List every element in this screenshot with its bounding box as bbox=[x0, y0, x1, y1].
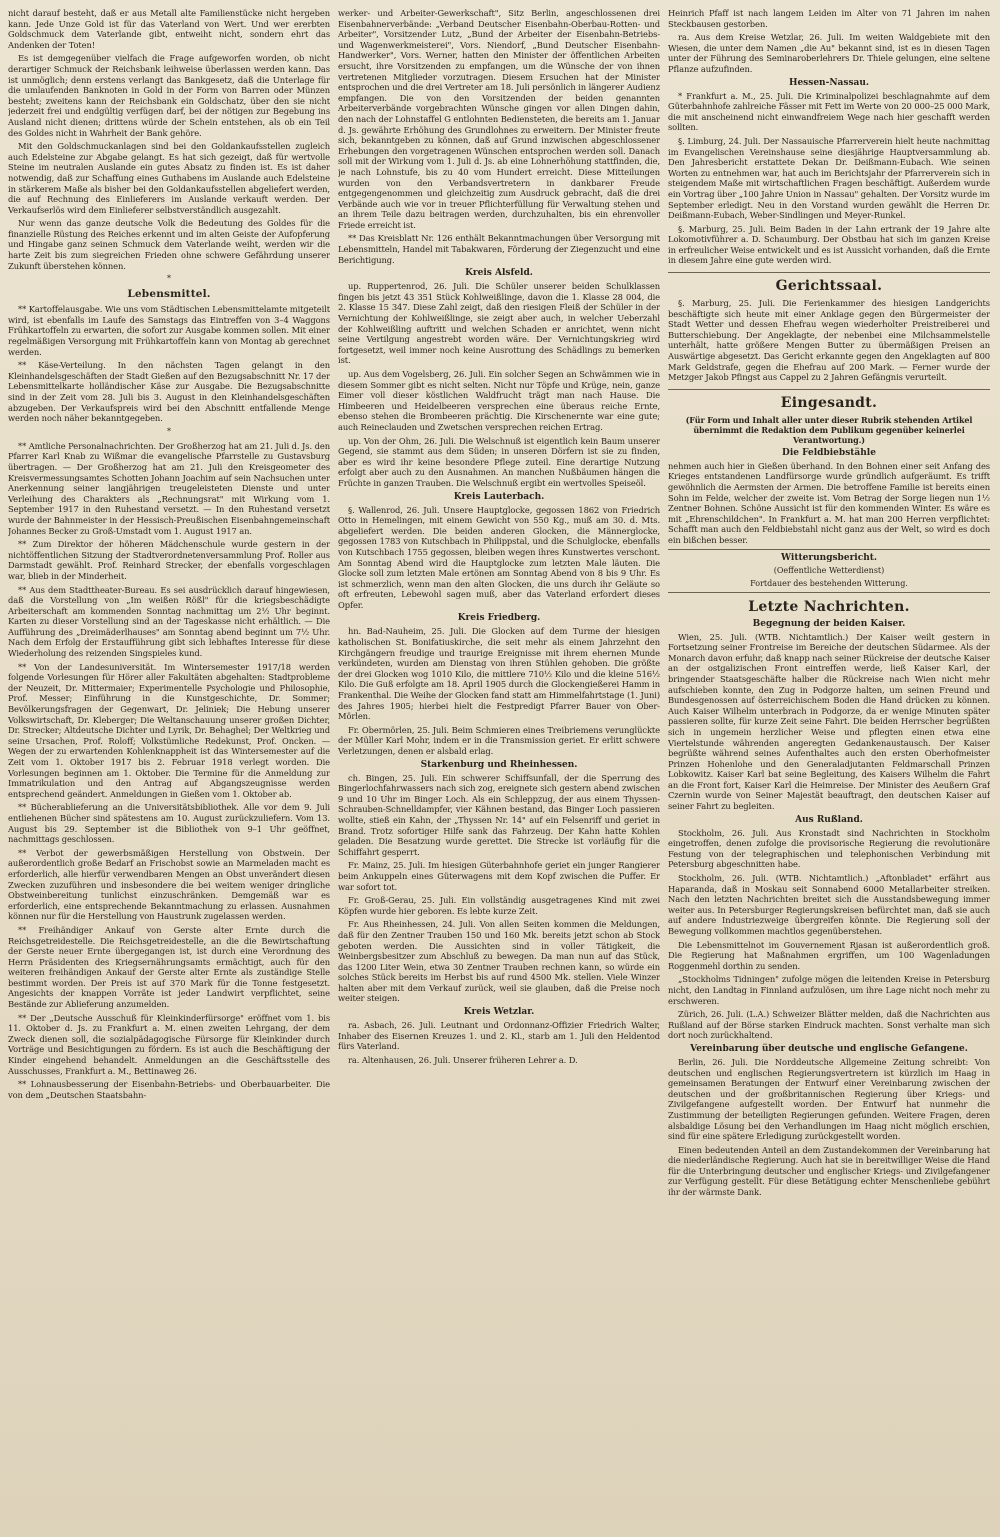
article-paragraph: Fr. Groß-Gerau, 25. Juli. Ein vollständig ausgetragenes Kind mit zwei Köpfen wurde hier geboren. Es lebte kurze Zeit. bbox=[338, 895, 660, 916]
article-paragraph: Zürich, 26. Juli. (L.A.) Schweizer Blätter melden, daß die Nachrichten aus Rußland auf der Börse starken Eindruck machten. Sonst verhalte man sich dort noch zurückhaltend. bbox=[668, 1009, 990, 1041]
article-paragraph: Mit den Goldschmuckanlagen sind bei den Goldankaufsstellen zugleich auch Edelsteine zur Abgabe gelangt. Es hat sich gezeigt, daß für wertvolle Steine im neutralen Auslande ein gutes Absatz zu finden ist. Es ist daher notwendig, daß zur Schaffung eines Guthabens im Auslande auch Edelsteine in stärkerem Maße als bisher bei den Goldankaufsstellen abgeliefert werden, die auf Rechnung des Einlieferers im Auslande verkauft werden. Der Verkaufserlös wird dem Einlieferer selbstverständlich ausgezahlt. bbox=[8, 141, 330, 215]
article-paragraph: Es ist demgegenüber vielfach die Frage aufgeworfen worden, ob nicht derartiger Schmuck der Reichsbank leihweise überlassen werden kann. Das ist unmöglich; denn erstens verlangt das Bankgesetz, daß die Unterlage für die umlaufenden Banknoten in Gold in der Form von Barren oder Münzen besteht; zweitens kann der Reichsbank ein Goldschatz, über den sie nicht jederzeit frei und endgültig verfügen darf, bei der nötigen zur Begebung ins Ausland nicht dienen; drittens würde der Schein entstehen, als ob ein Teil des Goldes nicht in Wahrheit der Bank gehöre. bbox=[8, 53, 330, 138]
column-right bbox=[668, 8, 990, 1537]
section-heading-kreis-alsfeld: Kreis Alsfeld. bbox=[465, 268, 533, 279]
section-heading-hessen-nassau: Hessen-Nassau. bbox=[788, 77, 870, 88]
article-paragraph: ** Amtliche Personalnachrichten. Der Großherzog hat am 21. Juli d. Js. den Pfarrer Karl Knab zu Wißmar die evangelische Pfarrstelle zu Gustavsburg übertragen. — Der Großherzog hat am 21. Juli den Kreisgeometer des Kreisvermessungsamtes Schotten Johann Joachim auf sein Nachsuchen unter Anerkennung seiner langjährigen treugeleisteten Dienste und unter Verleihung des Charakters als „Rechnungsrat" mit Wirkung vom 1. September 1917 in den Ruhestand versetzt. — In den Ruhestand versetzt wurde der Bahnmeister in der Hessisch-Preußischen Eisenbahngemeinschaft Johannes Becker zu Groß-Umstadt vom 1. August 1917 an. bbox=[8, 440, 330, 536]
article-paragraph: Fr. Aus Rheinhessen, 24. Juli. Von allen Seiten kommen die Meldungen, daß für den Zentner Trauben 150 und 160 Mk. bereits jetzt schon ab Stock geboten werden. Die Aussichten sind in voller Tätigkeit, die Weinbergsbesitzer zum Abschluß zu bewegen. Da man nun auf das Stück, das 1200 Liter Wein, etwa 30 Zentner Trauben rechnen kann, so würde ein solches Stück bereits im Herbst bis auf rund 4500 Mk. stellen. Viele Winzer halten aber mit dem Verkauf zurück, weil sie glauben, daß die Preise noch weiter steigen. bbox=[338, 919, 660, 1004]
article-paragraph: ra. Altenhausen, 26. Juli. Unserer früheren Lehrer a. D. bbox=[348, 1054, 578, 1065]
article-paragraph: ** Käse-Verteilung. In den nächsten Tagen gelangt in den Kleinhandelsgeschäften der Stadt Gießen auf den Bezugsabschnitt Nr. 17 der Lebensmittelkarte holländischer Käse zur Ausgabe. Die Bezugsabschnitte sind in der Zeit vom 28. Juli bis 3. August in den Kleinhandelsgeschäften abzugeben. Der Verkaufspreis wird bei den Abschnitt entfallende Menge werden noch näher bekanntgegeben. bbox=[8, 360, 330, 424]
section-heading-kreis-wetzlar: Kreis Wetzlar. bbox=[463, 1007, 535, 1018]
section-heading-letzte-nachrichten: Letzte Nachrichten. bbox=[748, 598, 910, 615]
article-paragraph: ** Bücherablieferung an die Universitätsbibliothek. Alle vor dem 9. Juli entliehenen Bücher sind spätestens am 10. August zurückzuliefern. Vom 13. August bis 29. September ist die Bibliothek von 9–1 Uhr geöffnet, nachmittags geschlossen. bbox=[8, 802, 330, 845]
eingesandt-disclaimer: (Für Form und Inhalt aller unter dieser Rubrik stehenden Artikel übernimmt die Redaktion dem Publikum gegenüber keinerlei Verantwortung.) bbox=[685, 414, 973, 445]
article-paragraph: nehmen auch hier in Gießen überhand. In den Bohnen einer seit Anfang des Krieges entstandenen Landfürsorge wurde gründlich aufgeräumt. Es trifft gewöhnlich die Aermsten der Armen. Die betroffene Familie ist bereits einen Sohn im Felde, welcher der zweite ist. Vom Betrag der Sorge liegen nun 1½ Zentner Bohnen. Schöne Aussicht ist für den kommenden Winter. Es wäre es mit „Ehrenschildchen". In Frankfurt a. M. hat man 200 Herren verpflichtet: Schafft man auch den Feldbiebstahl nicht ganz aus der Welt, so wird es doch ein bißchen besser. bbox=[668, 460, 990, 545]
divider bbox=[668, 549, 990, 550]
weather-source: (Oeffentliche Wetterdienst) bbox=[773, 565, 885, 575]
weather-forecast: Fortdauer des bestehenden Witterung. bbox=[750, 578, 908, 588]
article-paragraph: ** Verbot der gewerbsmäßigen Herstellung von Obstwein. Der außerordentlich große Bedarf an Frischobst sowie an Marmeladen macht es erforderlich, alle hierfür verwendbaren Mengen an Obst unverändert diesen Zwecken zuzuführen und insbesondere die bei weitem weniger dringliche Obstweinbereitung tunlichst einzuschränken. Demgemäß war es erforderlich, eine entsprechende Bekanntmachung zu erlassen. Ausnahmen können nur für die Herstellung von Haustrunk zugelassen werden. bbox=[8, 847, 330, 922]
article-paragraph: Stockholm, 26. Juli. (WTB. Nichtamtlich.) „Aftonbladet" erfährt aus Haparanda, daß in Moskau seit Sonnabend 6000 Metallarbeiter streiken. Nach den letzten Nachrichten breitet sich die Ausstandsbewegung immer weiter aus. In Petersburger Regierungskreisen befürchtet man, daß sie auch auf andere Industriezweige übergreifen könnte. Die Regierung soll der Bewegung vollkommen machtlos gegenüberstehen. bbox=[668, 873, 990, 936]
article-paragraph: ** Zum Direktor der höheren Mädchenschule wurde gestern in der nichtöffentlichen Sitzung der Stadtverordnetenversammlung Prof. Roller aus Darmstadt gewählt. Prof. Reinhard Strecker, der ebenfalls vorgeschlagen war, blieb in der Minderheit. bbox=[8, 539, 330, 581]
article-paragraph: ** Von der Landesuniversität. Im Wintersemester 1917/18 werden folgende Vorlesungen für Hörer aller Fakultäten abgehalten: Stadtprobleme der Neuzeit, Dr. Mittermaier; Experimentelle Psychologie und Philosophie, Prof. Messer; Einführung in die Kunstgeschichte, Dr. Sommer; Bevölkerungsfragen der Gegenwart, Dr. Jeliniek; Die Hebung unserer Volkswirtschaft, Dr. Kleberger; Die Weltanschauung unserer großen Dichter, Dr. Strecker; Altdeutsche Dichter und Lyrik, Dr. Behaghel; Der Weltkrieg und seine Ursachen, Prof. Roloff; Volkstümliche Redekunst, Prof. Oncken. — Wegen der zu erwartenden Kohlenknappheit ist das Wintersemester auf die Zeit vom 1. Oktober 1917 bis 2. Februar 1918 verlegt worden. Die Vorlesungen beginnen am 1. Oktober. Die Termine für die Anmeldung zur Immatrikulation und den Antrag auf Abgangszeugnisse werden entsprechend geändert. Anmeldungen in Gießen vom 1. Oktober ab. bbox=[8, 661, 330, 799]
article-paragraph: ra. Asbach, 26. Juli. Leutnant und Ordonnanz-Offizier Friedrich Walter, Inhaber des Eisernen Kreuzes 1. und 2. Kl., starb am 1. Juli den Heldentod fürs Vaterland. bbox=[338, 1020, 660, 1052]
article-paragraph: nicht darauf besteht, daß er aus Metall alte Familienstücke nicht hergeben kann. Jede Unze Gold ist für das Vaterland von Wert. Und wer ererbten Goldschmuck dem Vaterlande gibt, entweiht nicht, sondern ehrt das Andenken der Toten! bbox=[8, 8, 330, 50]
article-paragraph: Nur wenn das ganze deutsche Volk die Bedeutung des Goldes für die finanzielle Rüstung des Reiches erkennt und im alten Geiste der Aufopferung und Hingabe ganz seinen Schmuck dem Vaterlande weiht, werden wir die harte Zeit bis zum siegreichen Frieden ohne schwere Gefährdung unserer Zukunft überstehen können. bbox=[8, 218, 330, 271]
article-paragraph: ** Der „Deutsche Ausschuß für Kleinkinderfürsorge" eröffnet vom 1. bis 11. Oktober d. Js. zu Frankfurt a. M. einen zweiten Lehrgang, der dem Zweck dienen soll, die sozialpädagogische Fürsorge für Kleinkinder durch Vorträge und Besichtigungen zu fördern. Es ist auch die Beschäftigung der Kinder eingehend behandelt. Anmeldungen an die Geschäftsstelle des Ausschusses, Frankfurt a. M., Bettinaweg 26. bbox=[8, 1012, 330, 1076]
article-paragraph: * Frankfurt a. M., 25. Juli. Die Kriminalpolizei beschlagnahmte auf dem Güterbahnhofe zahlreiche Fässer mit Fett im Werte von 20 000–25 000 Mark, die mit anscheinend nicht einwandfreiem Wege nach hier geschafft werden sollten. bbox=[668, 90, 990, 133]
section-heading-eingesandt: Eingesandt. bbox=[668, 389, 990, 411]
article-paragraph: Stockholm, 26. Juli. Aus Kronstadt sind Nachrichten in Stockholm eingetroffen, denen zufolge die provisorische Regierung die revolutionäre Festung von der telegraphischen und telephonischen Verbindung mit Petersburg abgeschnitten habe. bbox=[668, 827, 990, 870]
subheading-aus-russland: Aus Rußland. bbox=[795, 814, 863, 825]
article-paragraph: Fr. Obermörlen, 25. Juli. Beim Schmieren eines Treibriemens verunglückte der Müller Karl Mohr, indem er in die Transmission geriet. Er erlitt schwere Verletzungen, denen er alsbald erlag. bbox=[338, 724, 660, 756]
article-paragraph: Berlin, 26. Juli. Die Norddeutsche Allgemeine Zeitung schreibt: Von deutschen und englischen Regierungsvertretern ist kürzlich im Haag in gemeinsamen Beratungen der Entwurf einer Vereinbarung zwischen der deutschen und der großbritannischen Regierung über Kriegs- und Zivilgefangene aufgestellt worden. Der Entwurf hat nunmehr die Zustimmung der beteiligten Regierungen gefunden. Weitere Fragen, deren alsbaldige Lösung bei den Verhandlungen im Haag nicht möglich erschien, sind für eine spätere Erledigung zurückgestellt worden. bbox=[668, 1056, 990, 1142]
separator-asterisk: * bbox=[167, 426, 171, 436]
article-paragraph: §. Wallenrod, 26. Juli. Unsere Hauptglocke, gegossen 1862 von Friedrich Otto in Hemelingen, mit einem Gewicht von 550 Kg., muß am 30. d. Mts. abgeliefert werden. Die beiden anderen Glocken, die Männerglocke, gegossen 1783 von Kutschbach in Philippstal, und die Schulglocke, ebenfalls von Kutschbach 1755 gegossen, bleiben wegen ihres Kunstwertes verschont. Am Sonntag Abend wird die Hauptglocke zum letzten Male läuten. Die Glocke soll zum letzten Male ertönen am Sonntag Abend von 8 bis 9 Uhr. Es ist schmerzlich, wenn man den alten Glocken, die uns durch ihr Geläute so oft erfreuten, Lebewohl sagen muß, aber das Vaterland erfordert dieses Opfer. bbox=[338, 504, 660, 610]
column-middle bbox=[338, 8, 660, 1537]
article-paragraph: up. Aus dem Vogelsberg, 26. Juli. Ein solcher Segen an Schwämmen wie in diesem Sommer gibt es nicht selten. Nicht nur Töpfe und Krüge, nein, ganze Eimer voll dieser köstlichen Waldfrucht trägt man nach Hause. Die Himbeeren und Heidelbeeren versprechen eine überaus reiche Ernte, ebenso stehen die Brombeeren prächtig. Die Kirschenernte war eine gute; auch Reineclauden und Zwetschen versprechen reichen Ertrag. bbox=[338, 369, 660, 432]
article-paragraph: hn. Bad-Nauheim, 25. Juli. Die Glocken auf dem Turme der hiesigen katholischen St. Bonifatiuskirche, die seit mehr als einem Jahrzehnt den Kirchgängern freudige und traurige Ereignisse mit ihrem ehernen Munde verkündeten, wurden am Dienstag von ihren Stühlen gehoben. Die größte der drei Glocken wog 1010 Kilo, die mittlere 710½ Kilo und die kleine 516½ Kilo. Die Guß erfolgte am 18. April 1905 durch die Glockengießerei Hamm in Frankenthal. Die Weihe der Glocken fand statt am Himmelfahrtstage (1. Juni) des Jahres 1905; hierbei hielt die Festpredigt Pfarrer Bauer von Ober-Mörlen. bbox=[338, 626, 660, 722]
subheading-begegnung: Begegnung der beiden Kaiser. bbox=[752, 618, 906, 629]
divider bbox=[668, 592, 990, 593]
subheading-vereinbarung: Vereinbarung über deutsche und englische Gefangene. bbox=[690, 1043, 968, 1054]
subheading-feldbiebstaehle: Die Feldbiebstähle bbox=[782, 447, 876, 458]
article-paragraph: §. Marburg, 25. Juli. Beim Baden in der Lahn ertrank der 19 Jahre alte Lokomotivführer a. D. Schaumburg. Der Obstbau hat sich im ganzen Kreise in erfreulicher Weise entwickelt und es ist Aussicht vorhanden, daß die Ernte in diesem Jahre eine gute werden wird. bbox=[668, 223, 990, 266]
article-paragraph: §. Marburg, 25. Juli. Die Ferienkammer des hiesigen Landgerichts beschäftigte sich heute mit einer Anklage gegen den Bürgermeister der Stadt Wetter und dessen Ehefrau wegen wiederholter Preistreiberei und Butterschiebung. Der Angeklagte, der nebenbei eine Milchsammelstelle unterhält, hatte größere Mengen Butter zu übermäßigen Preisen an Auswärtige abgesetzt. Das Gericht erkannte gegen den Angeklagten auf 800 Mark Geldstrafe, gegen die Ehefrau auf 200 Mark. — Ferner wurde der Metzger Jakob Pfingst aus Cappel zu 2 Jahren Gefängnis verurteilt. bbox=[668, 298, 990, 383]
section-heading-kreis-friedberg: Kreis Friedberg. bbox=[457, 613, 541, 624]
article-paragraph: ch. Bingen, 25. Juli. Ein schwerer Schiffsunfall, der die Sperrung des Bingerlochfahrwassers nach sich zog, ereignete sich gestern abend zwischen 9 und 10 Uhr im Binger Loch. Als ein Schleppzug, der aus einem Thyssen-Schrauben-Schnelldampfer, vier Kähnen bestand, das Binger Loch passieren wollte, stieß ein Kahn, der „Thyssen Nr. 14" auf ein Felsenriff und geriet in Brand. Trotz sofortiger Hilfe sank das Fahrzeug. Der Kahn hatte Kohlen geladen. Die Besatzung wurde gerettet. Die Strecke ist vorläufig für die Schiffahrt gesperrt. bbox=[338, 772, 660, 857]
article-paragraph: Einen bedeutenden Anteil an dem Zustandekommen der Vereinbarung hat die niederländische Regierung. Auch hat sie in bereitwilliger Weise die Hand für die Unterbringung deutscher und englischer Kriegs- und Zivilgefangener zur Verfügung gestellt. Für diese Betätigung echter Menschenliebe gebührt ihr der wärmste Dank. bbox=[668, 1144, 990, 1198]
article-paragraph: ** Lohnausbesserung der Eisenbahn-Betriebs- und Oberbauarbeiter. Die von dem „Deutschen Staatsbahn- bbox=[8, 1079, 330, 1100]
article-paragraph: werker- und Arbeiter-Gewerkschaft", Sitz Berlin, angeschlossenen drei Eisenbahnerverbände: „Verband Deutscher Eisenbahn-Oberbau-Rotten- und Arbeiter", Vorsitzender Lutz, „Bund der Arbeiter der Eisenbahn-Betriebs- und Wagenwerkmeisterei", Vors. Niendorf, „Bund Deutscher Eisenbahn-Handwerker", Vors. Werner, hatten den Minister der öffentlichen Arbeiten ersucht, ihre Vorsitzenden zu empfangen, um die Wünsche der von ihnen vertretenen Mitglieder vorzutragen. Diesem Ersuchen hat der Minister entsprochen und die drei Vertreter am 18. Juli persönlich in längerer Audienz empfangen. Die von den Vorsitzenden der beiden genannten Arbeiterverbände vorgebrachten Wünsche gingen vor allen Dingen dahin, den nach der Lohnstaffel G entlohnten Bediensteten, die bereits am 1. Januar d. Js. gewährte Erhöhung des Grundlohnes zu erweitern. Der Minister freute sich, bekanntgeben zu können, daß auf Grund inzwischen abgeschlossener Erhebungen den vorgetragenen Wünschen entsprochen werden soll. Danach soll mit der Wirkung vom 1. Juli d. Js. ab eine Lohnerhöhung stattfinden, die, je nach Lohnstufe, bis zu 40 vom Hundert erreicht. Diese Mitteilungen wurden von den Verbandsvertretern in dankbarer Freude entgegengenommen und gleichzeitig zum Ausdruck gebracht, daß die drei Verbände auch wie vor in treuer Pflichterfüllung für Verwaltung stehen und an ihrem Teile dazu beitragen werden, durchzuhalten, bis ein ehrenvoller Friede erreicht ist. bbox=[338, 8, 660, 230]
article-paragraph: Fr. Mainz, 25. Juli. Im hiesigen Güterbahnhofe geriet ein junger Rangierer beim Ankuppeln eines Güterwagens mit dem Kopf zwischen die Puffer. Er war sofort tot. bbox=[338, 860, 660, 892]
section-heading-kreis-lauterbach: Kreis Lauterbach. bbox=[453, 491, 545, 502]
article-paragraph: Die Lebensmittelnot im Gouvernement Rjasan ist außerordentlich groß. Die Regierung hat Maßnahmen ergriffen, um 100 Wagenladungen Roggenmehl dorthin zu senden. bbox=[668, 939, 990, 971]
article-paragraph: ** Das Kreisblatt Nr. 126 enthält Bekanntmachungen über Versorgung mit Lebensmitteln, Handel mit Tabakwaren, Förderung der Ziegenzucht und eine Berichtigung. bbox=[338, 233, 660, 265]
article-paragraph: Wien, 25. Juli. (WTB. Nichtamtlich.) Der Kaiser weilt gestern in Fortsetzung seiner Frontreise im Bereiche der deutschen Südarmee. Als der Monarch davon erfuhr, daß knapp nach seiner Rückreise der deutsche Kaiser an der ostgalizischen Front eintreffen werde, ließ Kaiser Karl, der bringender Staatsgeschäfte halber die Rückreise nach Wien nicht mehr aufschieben konnte, den Zug in Podgorze halten, um seinen Freund und Bundesgenossen auf österreichischem Boden die Hand drücken zu können. Auch Kaiser Wilhelm unterbrach in Podgorze, da er wenige Minuten später passieren sollte, für kurze Zeit seine Fahrt. Die beiden Herrscher begrüßten sich in ungemein herzlicher Weise und pflegten einen etwa eine Viertelstunde währenden angeregten Gedankenaustausch. Der Kaiser begrüßte während seines Aufenthaltes auch den ersten Oberhofmeister Prinzen Hohenlohe und den Generaladjutanten Feldmarschall Prinzen Lobkowitz. Kaiser Karl bat seine Begleitung, des Kaisers Wilhelm die Fahrt an die Front fort, Kaiser Karl die Heimreise. Der Minister des Aeußern Graf Czernin wurde von Seiner Majestät beauftragt, den deutschen Kaiser auf seiner Fahrt zu begleiten. bbox=[668, 631, 990, 812]
article-paragraph: ** Freihändiger Ankauf von Gerste alter Ernte durch die Reichsgetreidestelle. Die Reichsgetreidestelle, an die die Bewirtschaftung der Gerste neuer Ernte übergegangen ist, ist durch eine Verordnung des Herrn Präsidenten des Kriegsernährungsamts ermächtigt, auch für den weiteren freihändigen Ankauf der Gerste alter Ernte als zuständige Stelle bestimmt worden. Der Preis ist auf 370 Mark für die Tonne festgesetzt. Angesichts der knappen Vorräte ist jeder Landwirt verpflichtet, seine Bestände zur Ablieferung anzumelden. bbox=[8, 924, 330, 1010]
column-left bbox=[8, 8, 330, 1537]
article-paragraph: ** Kartoffelausgabe. Wie uns vom Städtischen Lebensmittelamte mitgeteilt wird, ist ebenfalls im Laufe des Samstags das Eintreffen von 3–4 Waggons Frühkartoffeln zu erwarten, die sofort zur Ausgabe kommen sollen. Mit einer regelmäßigen Versorgung mit Frühkartoffeln kann von Montag ab gerechnet werden. bbox=[8, 304, 330, 357]
section-heading-starkenburg: Starkenburg und Rheinhessen. bbox=[420, 759, 578, 770]
article-paragraph: ** Aus dem Stadttheater-Bureau. Es sei ausdrücklich darauf hingewiesen, daß die Vorstellung von „Im weißen Rößl" für die kriegsbeschädigte Arbeiterschaft am kommenden Sonntag nachmittag um 2½ Uhr beginnt. Karten zu dieser Vorstellung sind an der Tageskasse nicht erhältlich. — Die Aufführung des „Dreimäderlhauses" am Sonntag abend beginnt um 7½ Uhr. Nach dem Erfolg der Erstaufführung gibt sich lebhaftes Interesse für diese Wiederholung des reizenden Singspieles kund. bbox=[8, 584, 330, 659]
separator-asterisk: * bbox=[167, 274, 171, 284]
section-heading-witterungsbericht: Witterungsbericht. bbox=[780, 552, 878, 563]
article-paragraph: up. Ruppertenrod, 26. Juli. Die Schüler unserer beiden Schulklassen fingen bis jetzt 43 351 Stück Kohlweißlinge, davon die 1. Klasse 28 004, die 2. Klasse 15 347. Diese Zahl zeigt, daß den riesigen Fleiß der Schüler in der Vernichtung der Kohlweißlinge, sie zeigt aber auch, in welcher Ueberzahl der Kohlweißling auftritt und welchen Schaden er anrichtet, wenn nicht seine Vertilgung angestrebt worden wäre. Der Vernichtungskrieg wird fortgesetzt, weil immer noch keine Ausrottung des Schädlings zu bemerken ist. bbox=[338, 281, 660, 366]
section-heading-gerichtssaal: Gerichtssaal. bbox=[668, 272, 990, 294]
article-paragraph: up. Von der Ohm, 26. Juli. Die Welschnuß ist eigentlich kein Baum unserer Gegend, sie stammt aus dem Süden; in unseren Dörfern ist sie zu finden, aber es wird ihr keine besondere Pflege zuteil. Eine derartige Nutzung erfolgt aber auch zu den Ausnahmen. An manchen Nußbäumen hängen die Früchte in ganzen Trauben. Die Welschnuß ergibt ein wertvolles Speiseöl. bbox=[338, 435, 660, 488]
section-heading-lebensmittel: Lebensmittel. bbox=[127, 288, 211, 301]
article-paragraph: §. Limburg, 24. Juli. Der Nassauische Pfarrerverein hielt heute nachmittag im Evangelischen Vereinshause seine diesjährige Hauptversammlung ab. Den Jahresbericht erstattete Dekan Dr. Deißmann-Eubach. Wie seinen Worten zu entnehmen war, hat auch im Berichtsjahr der Pfarrerverein sich in steigendem Maße mit wirtschaftlichen Fragen beschäftigt. Außerdem wurde ein Vortrag über „100 Jahre Union in Nassau" gehalten. Der Vorsitz wurde im September erledigt. Neu in den Vorstand wurden gewählt die Herren Dr. Deißmann-Eubach, Weber-Sindlingen und Meyer-Runkel. bbox=[668, 135, 990, 221]
article-paragraph: „Stockholms Tidningen" zufolge mögen die leitenden Kreise in Petersburg nicht, den Landtag in Finnland aufzulösen, um ihre Lage nicht noch mehr zu erschweren. bbox=[668, 974, 990, 1006]
article-paragraph: ra. Aus dem Kreise Wetzlar, 26. Juli. Im weiten Waldgebiete mit den Wiesen, die unter dem Namen „die Au" bekannt sind, ist es in diesen Tagen unter der Führung des Seminaroberlehrers Dr. Thiele gelungen, eine seltene Pflanze aufzufinden. bbox=[668, 32, 990, 74]
article-paragraph: Heinrich Pfaff ist nach langem Leiden im Alter von 71 Jahren im nahen Steckbausen gestorben. bbox=[668, 8, 990, 29]
